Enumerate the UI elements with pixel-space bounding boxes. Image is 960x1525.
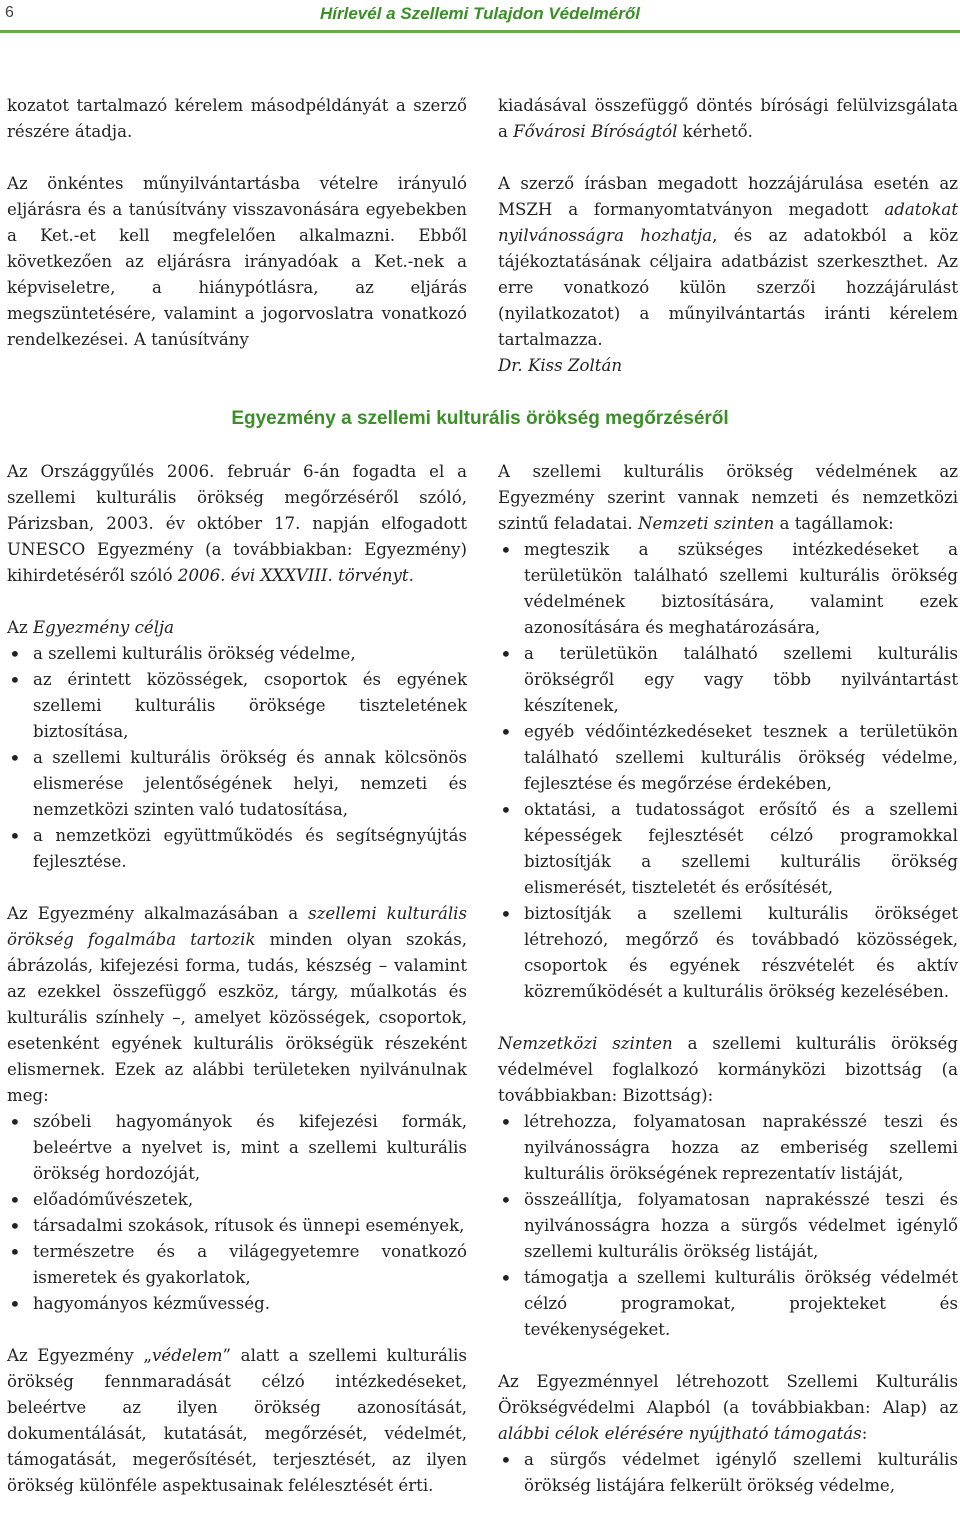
national-list	[498, 537, 958, 1005]
list-item: • a nemzetközi együttműködés és segítségnyújtás fejlesztése.	[7, 823, 467, 875]
paragraph: Az Országgyűlés 2006. február 6-án fogadta el a szellemi kulturális örökség megőrzéséről szóló, Párizsban, 2003. év október 17. napján elfogadott UNESCO Egyezmény (a továbbiakban: Egyezmény) kihirdetéséről szóló 2006. évi XXXVIII. törvényt.	[7, 462, 467, 585]
international-list	[498, 1109, 958, 1343]
list-item: • a szellemi kulturális örökség és annak kölcsönös elismerése jelentőségének helyi, nemzeti és nemzetközi szinten való tudatosítása,	[7, 745, 467, 823]
page-header	[0, 0, 960, 33]
list-item: • természetre és a világegyetemre vonatkozó ismeretek és gyakorlatok,	[7, 1239, 467, 1291]
section-heading: Egyezmény a szellemi kulturális örökség megőrzéséről	[231, 408, 729, 429]
aim-list	[7, 641, 467, 875]
list-item: • szóbeli hagyományok és kifejezési formák, beleértve a nyelvet is, mint a szellemi kulturális örökség hordozóját,	[7, 1109, 467, 1187]
paragraph: kiadásával összefüggő döntés bírósági felülvizsgálata a Fővárosi Bíróságtól kérhető.	[498, 96, 958, 141]
top-right-column	[498, 93, 958, 379]
page-number: 6	[5, 4, 14, 21]
list-item: • a területükön található szellemi kulturális örökségről egy vagy több nyilvántartást készítenek,	[498, 641, 958, 719]
paragraph: Az Egyezménnyel létrehozott Szellemi Kulturális Örökségvédelmi Alapból (a továbbiakban: Alap) az alábbi célok elérésére nyújtható támogatás:	[498, 1372, 958, 1443]
list-item: • összeállítja, folyamatosan naprakésszé teszi és nyilvánosságra hozza a sürgős védelmet igénylő szellemi kulturális örökség listáját,	[498, 1187, 958, 1265]
list-item: • létrehozza, folyamatosan naprakésszé teszi és nyilvánosságra hozza az emberiség szellemi kulturális örökségének reprezentatív listáját,	[498, 1109, 958, 1187]
paragraph: Az Egyezmény célja	[7, 618, 175, 637]
list-item: • támogatja a szellemi kulturális örökség védelmét célzó programokat, projekteket és tevékenységeket.	[498, 1265, 958, 1343]
list-item: • az érintett közösségek, csoportok és egyének szellemi kulturális öröksége tiszteletének biztosítása,	[7, 667, 467, 745]
list-item: • a sürgős védelmet igénylő szellemi kulturális örökség listájára felkerült örökség védelme,	[498, 1447, 958, 1499]
list-item: • hagyományos kézművesség.	[7, 1291, 467, 1317]
scope-list	[7, 1109, 467, 1317]
list-item: • biztosítják a szellemi kulturális örökséget létrehozó, megőrző és továbbadó közösségek, csoportok és egyének részvételét és aktív közreműködését a kulturális örökség kezelésében.	[498, 901, 958, 1005]
paragraph: Az önkéntes műnyilvántartásba vételre irányuló eljárásra és a tanúsítvány visszavonására egyebekben a Ket.-et kell megfelelően alkalmazni. Ebből következően az eljárásra irányadóak a Ket.-nek a képviseletre, a hiánypótlásra, az eljárás megszüntetésére, valamint a jogorvoslatra vonatkozó rendelkezései. A tanúsítvány	[7, 174, 467, 349]
list-item: • a szellemi kulturális örökség védelme,	[7, 641, 467, 667]
paragraph: Nemzetközi szinten a szellemi kulturális örökség védelmével foglalkozó kormányközi bizottság (a továbbiakban: Bizottság):	[498, 1034, 958, 1105]
paragraph: A szerző írásban megadott hozzájárulása esetén az MSZH a formanyomtatványon megadott adatokat nyilvánosságra hozhatja, és az adatokból a köz tájékoztatásának céljaira adatbázist szerkeszthet. Az erre vonatkozó külön szerzői hozzájárulást (nyilatkozatot) a műnyilvántartás iránti kérelem tartalmazza.	[498, 174, 958, 349]
paragraph: Az Egyezmény „védelem” alatt a szellemi kulturális örökség fennmaradását célzó intézkedéseket, beleértve az ilyen örökség azonosítását, dokumentálását, kutatását, megőrzését, védelmét, támogatását, megerősítését, terjesztését, az ilyen örökség különféle aspektusainak felélesztését érti.	[7, 1346, 467, 1495]
paragraph: Az Egyezmény alkalmazásában a szellemi kulturális örökség fogalmába tartozik minden olyan szokás, ábrázolás, kifejezési forma, tudás, készség – valamint az ezekkel összefüggő eszköz, tárgy, műalkotás és kulturális színhely –, amelyet közösségek, csoportok, esetenként egyének kulturális örökségük részeként elismernek. Ezek az alábbi területeken nyilvánulnak meg:	[7, 904, 467, 1105]
list-item: • megteszik a szükséges intézkedéseket a területükön található szellemi kulturális örökség védelmének biztosítására, valamint ezek azonosítására és meghatározására,	[498, 537, 958, 641]
list-item: • egyéb védőintézkedéseket tesznek a területükön található szellemi kulturális örökség védelme, fejlesztése és megőrzése érdekében,	[498, 719, 958, 797]
newsletter-title: Hírlevél a Szellemi Tulajdon Védelméről	[320, 4, 640, 23]
paragraph: A szellemi kulturális örökség védelmének az Egyezmény szerint vannak nemzeti és nemzetközi szintű feladatai. Nemzeti szinten a tagállamok:	[498, 462, 958, 533]
list-item: • előadóművészetek,	[7, 1187, 467, 1213]
author-signature: Dr. Kiss Zoltán	[498, 356, 623, 375]
bottom-left-column	[7, 459, 467, 1499]
list-item: • oktatási, a tudatosságot erősítő és a szellemi képességek fejlesztését célzó programokkal biztosítják a szellemi kulturális örökség elismerését, tiszteletét és erősítését,	[498, 797, 958, 901]
fund-list	[498, 1447, 958, 1499]
bottom-right-column	[498, 459, 958, 1525]
list-item: • társadalmi szokások, rítusok és ünnepi események,	[7, 1213, 467, 1239]
top-left-column	[7, 93, 467, 353]
paragraph: kozatot tartalmazó kérelem másodpéldányát a szerző részére átadja.	[7, 96, 467, 141]
